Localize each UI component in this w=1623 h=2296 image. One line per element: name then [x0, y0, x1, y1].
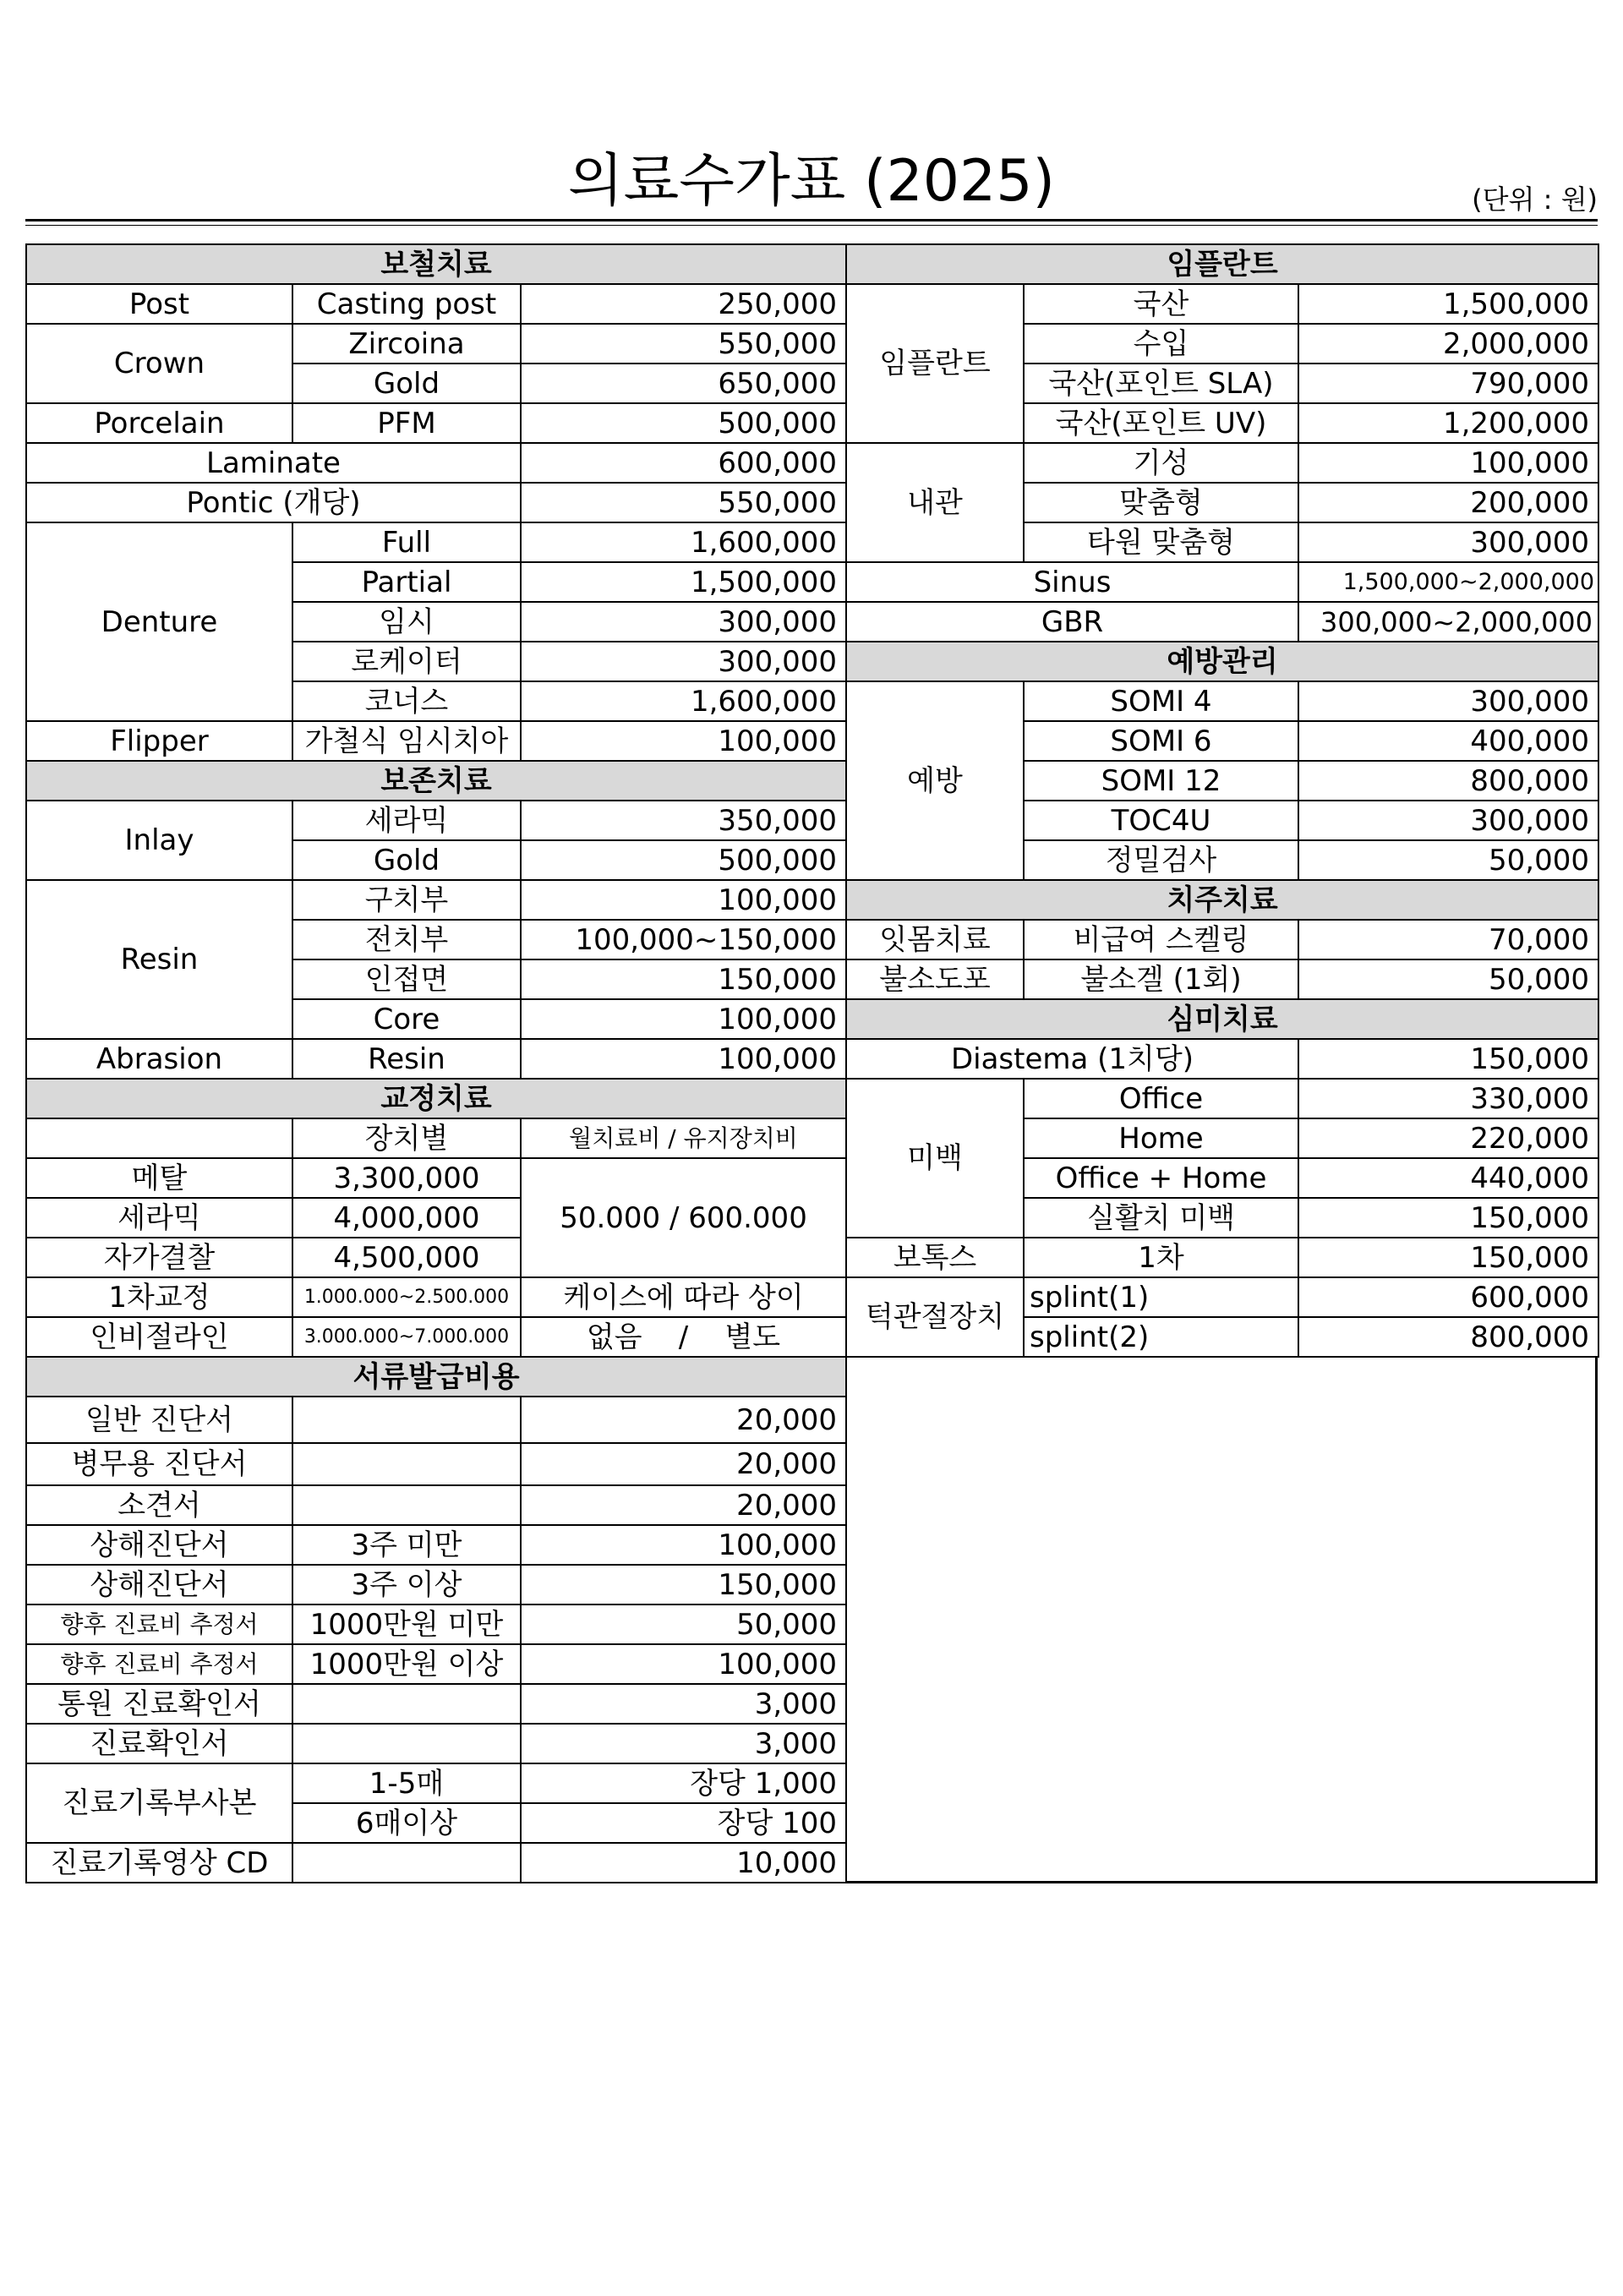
row-category: 세라믹 — [26, 1198, 292, 1238]
row-price: 1,500,000 — [1298, 284, 1598, 324]
table-row — [846, 443, 1598, 483]
row-category: 진료기록부사본 — [26, 1763, 292, 1843]
row-price: 100,000 — [1298, 443, 1598, 483]
table-row — [26, 1843, 846, 1883]
table-row — [26, 1317, 846, 1357]
row-item: 전치부 — [292, 920, 521, 959]
row-category: 내관 — [846, 443, 1024, 562]
section-header-row — [26, 1357, 846, 1397]
table-row — [26, 522, 846, 562]
table-row — [26, 1684, 846, 1724]
row-item: Home — [1024, 1118, 1298, 1158]
row-category: Laminate — [26, 443, 521, 483]
table-row — [26, 801, 846, 840]
table-row — [846, 1238, 1598, 1277]
page-title: 의료수가표 (2025) — [567, 148, 1056, 215]
row-category: Porcelain — [26, 403, 292, 443]
row-category: 예방 — [846, 681, 1024, 880]
table-row — [26, 1277, 846, 1317]
row-price: 100,000 — [521, 880, 846, 920]
row-price: 790,000 — [1298, 364, 1598, 403]
row-item: 비급여 스켈링 — [1024, 920, 1298, 959]
row-price: 250,000 — [521, 284, 846, 324]
row-price: 600,000 — [521, 443, 846, 483]
table-row — [846, 562, 1598, 602]
section-header-conservative: 보존치료 — [26, 761, 846, 801]
row-price: 150,000 — [1298, 1039, 1598, 1079]
row-price: 2,000,000 — [1298, 324, 1598, 364]
right-price-table — [845, 243, 1599, 1358]
row-category: 메탈 — [26, 1158, 292, 1198]
row-category: Denture — [26, 522, 292, 721]
row-item: Resin — [292, 1039, 521, 1079]
row-category: Inlay — [26, 801, 292, 880]
row-price: 150,000 — [521, 1565, 846, 1604]
table-row — [26, 880, 846, 920]
row-category: 통원 진료확인서 — [26, 1684, 292, 1724]
row-item: 로케이터 — [292, 642, 521, 681]
title-rule-thin — [25, 225, 1598, 226]
row-price: 1,500,000~2,000,000 — [1298, 562, 1598, 602]
table-row — [26, 1485, 846, 1525]
row-item: 1차 — [1024, 1238, 1298, 1277]
row-category: 진료확인서 — [26, 1724, 292, 1763]
section-header-row — [26, 761, 846, 801]
row-sub: 1000만원 미만 — [292, 1604, 521, 1644]
section-header-cosmetic: 심미치료 — [846, 999, 1598, 1039]
row-sub: 3주 미만 — [292, 1525, 521, 1565]
row-price: 300,000 — [521, 602, 846, 642]
row-item: 불소겔 (1회) — [1024, 959, 1298, 999]
row-price: 300,000 — [521, 642, 846, 681]
table-row — [26, 1118, 846, 1158]
row-price: 50,000 — [521, 1604, 846, 1644]
table-row — [26, 1443, 846, 1485]
row-price: 350,000 — [521, 801, 846, 840]
section-header-ortho: 교정치료 — [26, 1079, 846, 1118]
row-item: 코너스 — [292, 681, 521, 721]
row-item: Office — [1024, 1079, 1298, 1118]
row-price: 100,000 — [521, 1644, 846, 1684]
row-price: 100,000 — [521, 1039, 846, 1079]
row-price: 3.000.000~7.000.000 — [292, 1317, 521, 1357]
row-category: 향후 진료비 추정서 — [26, 1644, 292, 1684]
row-sub: 1000만원 이상 — [292, 1644, 521, 1684]
row-category: 병무용 진단서 — [26, 1443, 292, 1485]
section-header-implant: 임플란트 — [846, 244, 1598, 284]
row-price: 400,000 — [1298, 721, 1598, 761]
row-category: Sinus — [846, 562, 1298, 602]
row-category: Diastema (1치당) — [846, 1039, 1298, 1079]
row-category: 턱관절장치 — [846, 1277, 1024, 1357]
row-price: 800,000 — [1298, 761, 1598, 801]
row-category: 임플란트 — [846, 284, 1024, 443]
row-category: GBR — [846, 602, 1298, 642]
row-price: 100,000~150,000 — [521, 920, 846, 959]
row-note: 케이스에 따라 상이 — [521, 1277, 846, 1317]
row-category: Post — [26, 284, 292, 324]
table-row — [846, 602, 1598, 642]
documents-price-table — [25, 1356, 847, 1883]
row-category: Abrasion — [26, 1039, 292, 1079]
row-price: 500,000 — [521, 840, 846, 880]
row-sub — [292, 1724, 521, 1763]
row-item: 세라믹 — [292, 801, 521, 840]
table-row — [26, 284, 846, 324]
row-item: 인접면 — [292, 959, 521, 999]
table-row — [26, 443, 846, 483]
row-item: 가철식 임시치아 — [292, 721, 521, 761]
table-row — [26, 1525, 846, 1565]
row-sub — [292, 1397, 521, 1443]
section-header-perio: 치주치료 — [846, 880, 1598, 920]
row-price: 550,000 — [521, 483, 846, 522]
row-sub: 1-5매 — [292, 1763, 521, 1803]
section-header-row — [26, 244, 846, 284]
row-price: 70,000 — [1298, 920, 1598, 959]
table-row — [26, 403, 846, 443]
row-price: 4,000,000 — [292, 1198, 521, 1238]
row-item: 국산(포인트 UV) — [1024, 403, 1298, 443]
row-item: PFM — [292, 403, 521, 443]
row-item: splint(1) — [1024, 1277, 1298, 1317]
row-item: 임시 — [292, 602, 521, 642]
table-row — [26, 721, 846, 761]
row-item: Gold — [292, 840, 521, 880]
row-item: 정밀검사 — [1024, 840, 1298, 880]
row-price: 300,000 — [1298, 801, 1598, 840]
ortho-shared-fee: 50.000 / 600.000 — [521, 1158, 846, 1277]
row-price: 100,000 — [521, 999, 846, 1039]
row-item: 맞춤형 — [1024, 483, 1298, 522]
row-category: Pontic (개당) — [26, 483, 521, 522]
row-sub: 6매이상 — [292, 1803, 521, 1843]
row-price: 100,000 — [521, 1525, 846, 1565]
row-item: Casting post — [292, 284, 521, 324]
unit-label: (단위 : 원) — [1472, 183, 1598, 216]
table-row — [26, 483, 846, 522]
row-item: 실활치 미백 — [1024, 1198, 1298, 1238]
section-header-row — [846, 642, 1598, 681]
row-price: 300,000 — [1298, 681, 1598, 721]
table-row — [26, 324, 846, 364]
row-category: 보톡스 — [846, 1238, 1024, 1277]
row-price: 330,000 — [1298, 1079, 1598, 1118]
table-row — [26, 1644, 846, 1684]
row-category: Resin — [26, 880, 292, 1039]
section-header-row — [26, 1079, 846, 1118]
row-category: 잇몸치료 — [846, 920, 1024, 959]
row-item: TOC4U — [1024, 801, 1298, 840]
row-item: splint(2) — [1024, 1317, 1298, 1357]
row-category: Flipper — [26, 721, 292, 761]
row-price: 20,000 — [521, 1397, 846, 1443]
table-row — [26, 1397, 846, 1443]
table-row — [846, 1277, 1598, 1317]
row-price: 150,000 — [521, 959, 846, 999]
row-price: 1,600,000 — [521, 522, 846, 562]
section-header-row — [846, 999, 1598, 1039]
row-item: 국산 — [1024, 284, 1298, 324]
table-row — [26, 1724, 846, 1763]
table-row — [846, 959, 1598, 999]
row-price: 650,000 — [521, 364, 846, 403]
row-price: 150,000 — [1298, 1198, 1598, 1238]
row-item: SOMI 12 — [1024, 761, 1298, 801]
row-price: 300,000~2,000,000 — [1298, 602, 1598, 642]
row-category: 소견서 — [26, 1485, 292, 1525]
table-row — [26, 1763, 846, 1803]
left-price-table — [25, 243, 847, 1358]
row-price: 100,000 — [521, 721, 846, 761]
title-rule-thick — [25, 219, 1598, 221]
ortho-col-fee: 월치료비 / 유지장치비 — [521, 1118, 846, 1158]
row-price: 150,000 — [1298, 1238, 1598, 1277]
row-sub — [292, 1485, 521, 1525]
table-row — [846, 1039, 1598, 1079]
section-header-row — [846, 244, 1598, 284]
row-price: 550,000 — [521, 324, 846, 364]
row-sub — [292, 1843, 521, 1883]
row-category: 진료기록영상 CD — [26, 1843, 292, 1883]
row-category: Crown — [26, 324, 292, 403]
row-price: 220,000 — [1298, 1118, 1598, 1158]
row-price: 500,000 — [521, 403, 846, 443]
table-row — [26, 1604, 846, 1644]
section-header-prosthetics: 보철치료 — [26, 244, 846, 284]
row-price: 3,000 — [521, 1724, 846, 1763]
row-item: 국산(포인트 SLA) — [1024, 364, 1298, 403]
row-price: 600,000 — [1298, 1277, 1598, 1317]
row-item: 구치부 — [292, 880, 521, 920]
row-item: 수입 — [1024, 324, 1298, 364]
row-item: SOMI 4 — [1024, 681, 1298, 721]
row-price: 300,000 — [1298, 522, 1598, 562]
row-item: 기성 — [1024, 443, 1298, 483]
row-category: 자가결찰 — [26, 1238, 292, 1277]
row-price: 3,300,000 — [292, 1158, 521, 1198]
table-row — [26, 1158, 846, 1198]
table-row — [26, 1039, 846, 1079]
row-item: SOMI 6 — [1024, 721, 1298, 761]
row-item: 타원 맞춤형 — [1024, 522, 1298, 562]
row-sub — [292, 1684, 521, 1724]
row-price: 50,000 — [1298, 840, 1598, 880]
section-header-row — [846, 880, 1598, 920]
row-category: 일반 진단서 — [26, 1397, 292, 1443]
row-item: Core — [292, 999, 521, 1039]
row-price: 50,000 — [1298, 959, 1598, 999]
row-category: 향후 진료비 추정서 — [26, 1604, 292, 1644]
row-price: 200,000 — [1298, 483, 1598, 522]
row-price: 4,500,000 — [292, 1238, 521, 1277]
section-header-prevention: 예방관리 — [846, 642, 1598, 681]
row-item: Gold — [292, 364, 521, 403]
row-price: 1,500,000 — [521, 562, 846, 602]
table-row — [26, 1565, 846, 1604]
row-category: 1차교정 — [26, 1277, 292, 1317]
row-item: Full — [292, 522, 521, 562]
row-category: 상해진단서 — [26, 1565, 292, 1604]
ortho-col-device: 장치별 — [292, 1118, 521, 1158]
row-category: 상해진단서 — [26, 1525, 292, 1565]
row-category: 미백 — [846, 1079, 1024, 1238]
row-price: 장당 100 — [521, 1803, 846, 1843]
ortho-blank-cell — [26, 1118, 292, 1158]
row-category: 인비절라인 — [26, 1317, 292, 1357]
table-row — [846, 1079, 1598, 1118]
row-note: 없음 / 별도 — [521, 1317, 846, 1357]
section-header-docs: 서류발급비용 — [26, 1357, 846, 1397]
row-item: Partial — [292, 562, 521, 602]
row-price: 1.000.000~2.500.000 — [292, 1277, 521, 1317]
row-price: 3,000 — [521, 1684, 846, 1724]
row-price: 20,000 — [521, 1485, 846, 1525]
row-price: 1,200,000 — [1298, 403, 1598, 443]
table-row — [846, 284, 1598, 324]
row-item: Zircoina — [292, 324, 521, 364]
row-price: 800,000 — [1298, 1317, 1598, 1357]
table-row — [846, 681, 1598, 721]
row-price: 장당 1,000 — [521, 1763, 846, 1803]
row-price: 1,600,000 — [521, 681, 846, 721]
row-category: 불소도포 — [846, 959, 1024, 999]
row-sub — [292, 1443, 521, 1485]
row-price: 20,000 — [521, 1443, 846, 1485]
right-empty-area-border — [845, 1356, 1598, 1883]
table-row — [846, 920, 1598, 959]
row-price: 440,000 — [1298, 1158, 1598, 1198]
row-sub: 3주 이상 — [292, 1565, 521, 1604]
row-item: Office + Home — [1024, 1158, 1298, 1198]
row-price: 10,000 — [521, 1843, 846, 1883]
